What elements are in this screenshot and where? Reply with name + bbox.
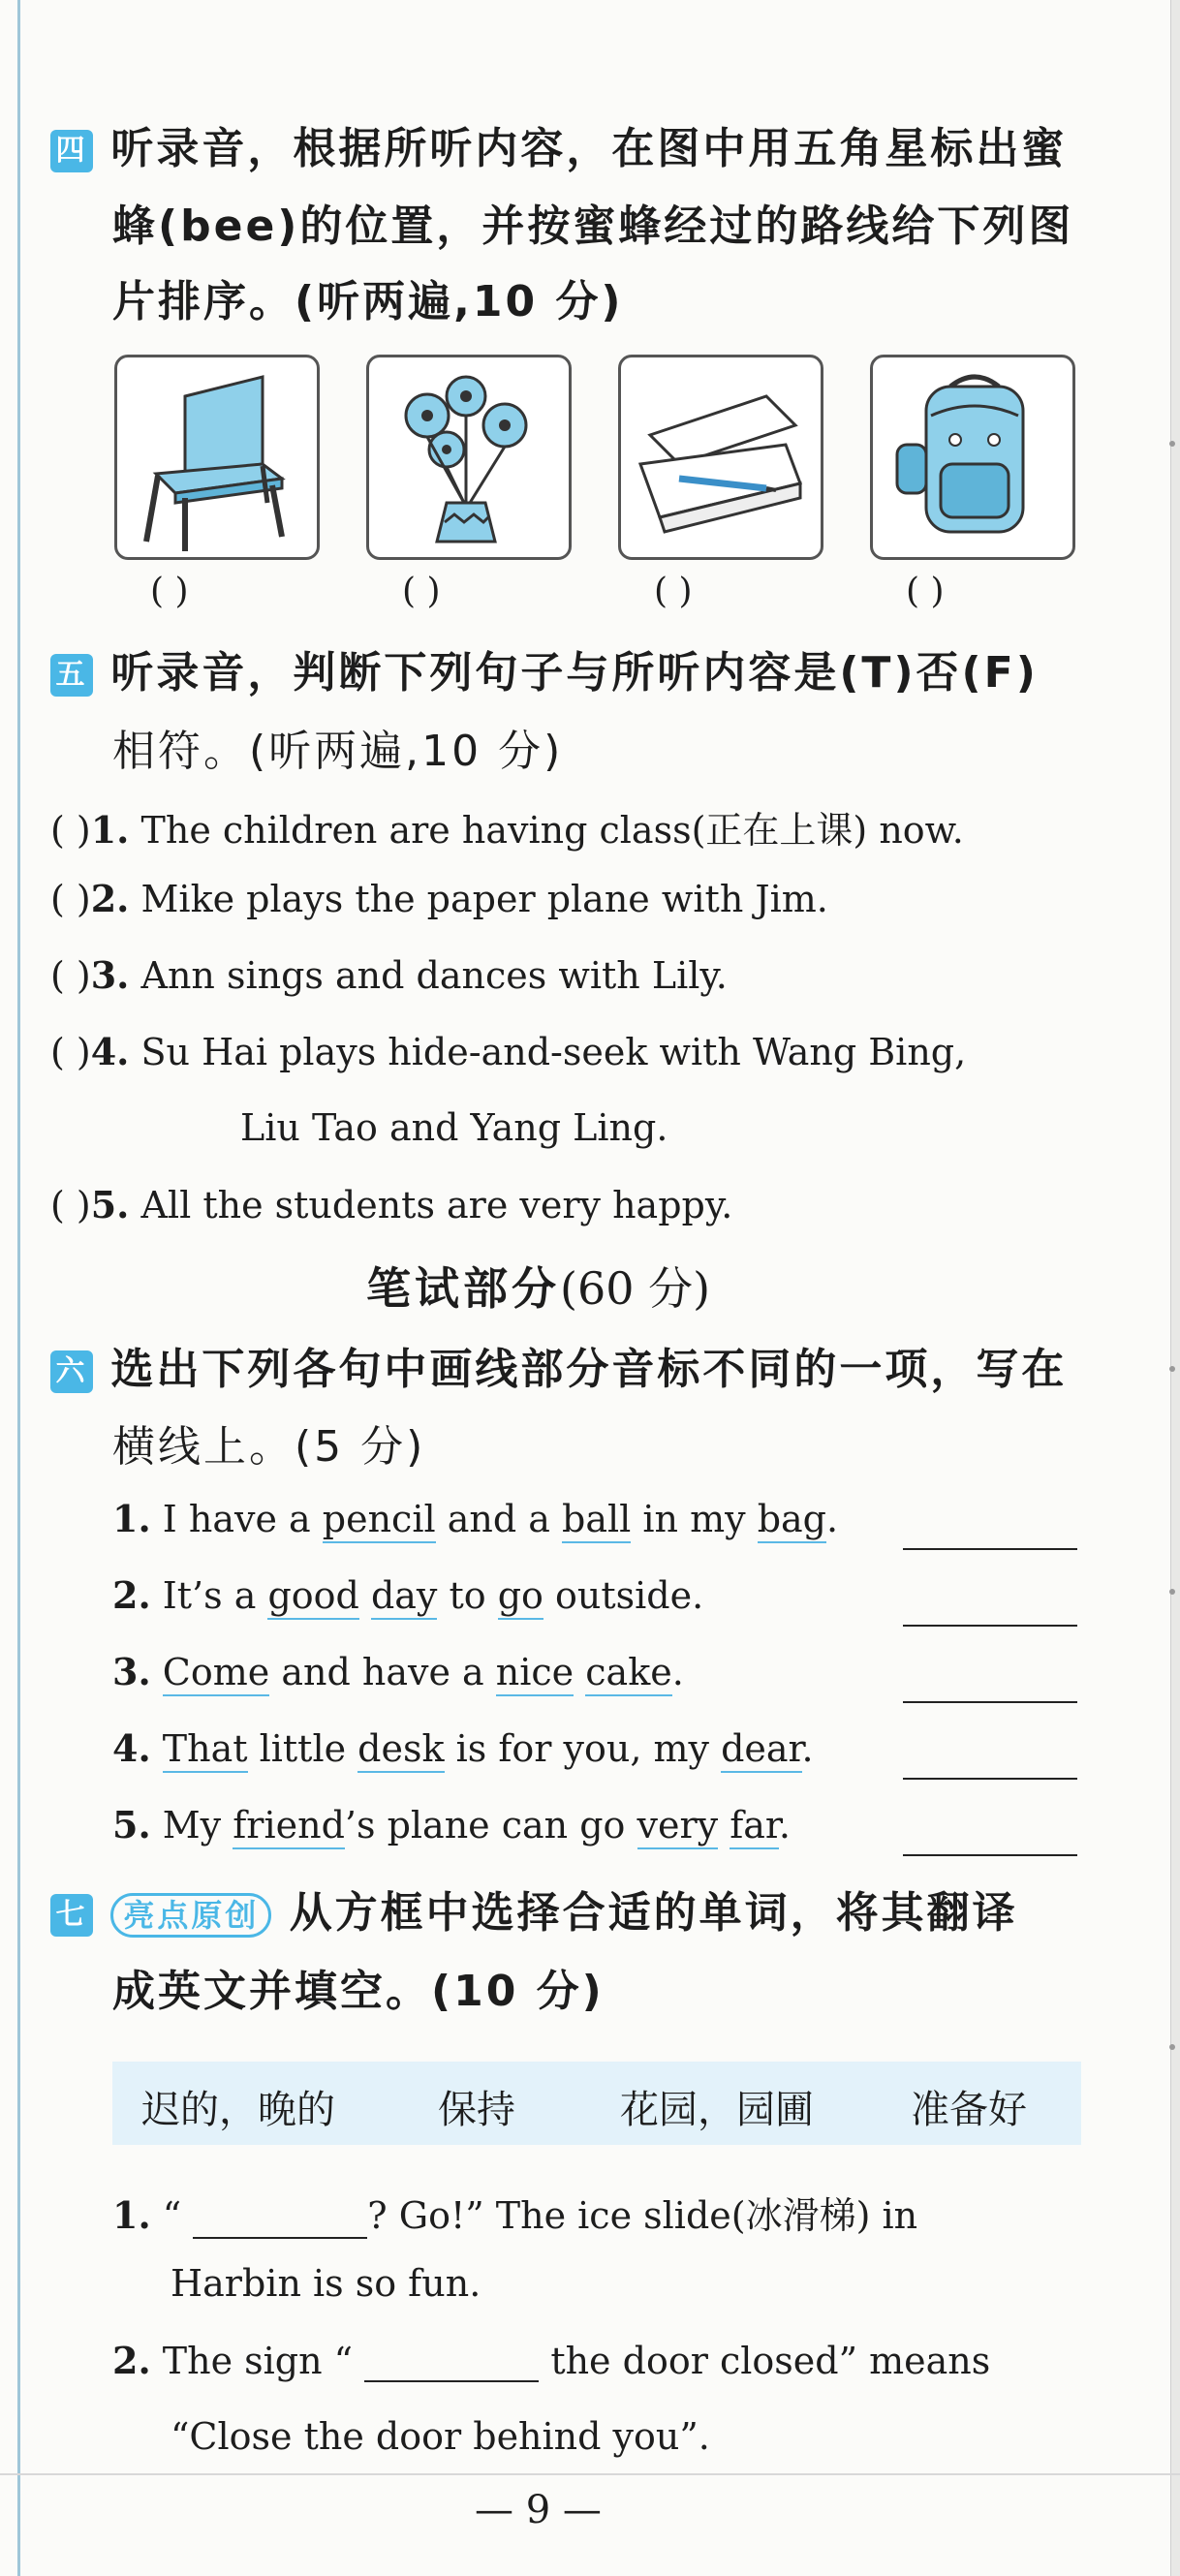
answer-paren-2: ( ) xyxy=(402,572,441,611)
open-quote: “ xyxy=(162,2194,182,2237)
underlined-word: That xyxy=(163,1727,248,1773)
item-number: 3. xyxy=(90,953,130,997)
item-number: 5. xyxy=(90,1183,130,1226)
fill-item-2-continued: “Close the door behind you”. xyxy=(171,2415,710,2458)
answer-paren: ( ) xyxy=(50,1184,91,1226)
flower-picture xyxy=(366,355,572,560)
page-edge xyxy=(1170,0,1180,2576)
backpack-picture xyxy=(870,355,1075,560)
tf-item-4-continued: Liu Tao and Yang Ling. xyxy=(240,1106,668,1149)
item-number: 5. xyxy=(112,1803,151,1847)
phonics-item-5 xyxy=(112,1803,791,1847)
fill-blank-2[interactable] xyxy=(364,2380,539,2382)
underlined-word: nice xyxy=(496,1651,574,1696)
fill-item-1-continued: Harbin is so fun. xyxy=(171,2262,481,2305)
phonics-item-2 xyxy=(112,1573,703,1617)
answer-paren: ( ) xyxy=(50,809,91,852)
fill-blank-1[interactable] xyxy=(193,2237,367,2239)
answer-paren-4: ( ) xyxy=(906,572,945,611)
item-text: All the students are very happy. xyxy=(140,1184,733,1226)
text: and have a xyxy=(269,1651,496,1693)
phonics-item-1 xyxy=(112,1497,838,1540)
text: I have a xyxy=(162,1498,323,1540)
section-6-header xyxy=(50,1331,1067,1409)
section-number: 五 xyxy=(50,654,93,697)
text: ’s plane can go xyxy=(344,1804,637,1847)
item-text: Mike plays the paper plane with Jim. xyxy=(140,878,828,920)
edge-mark xyxy=(1169,1366,1175,1372)
underlined-word: dear xyxy=(721,1727,801,1773)
answer-paren-1: ( ) xyxy=(150,572,189,611)
written-score: (60 分) xyxy=(560,1262,711,1315)
underlined-word: ball xyxy=(562,1498,631,1543)
fill-item-2 xyxy=(112,2339,990,2382)
item-text: Su Hai plays hide-and-seek with Wang Bing, xyxy=(140,1031,967,1073)
written-part-title xyxy=(366,1250,710,1327)
pencil-case-icon xyxy=(621,357,821,557)
answer-line-4[interactable] xyxy=(903,1778,1077,1780)
section-number: 七 xyxy=(50,1894,93,1937)
written-title: 笔试部分 xyxy=(366,1262,560,1315)
answer-line-5[interactable] xyxy=(903,1854,1077,1856)
phonics-item-4 xyxy=(112,1726,814,1770)
item-number: 1. xyxy=(90,808,130,852)
text: and a xyxy=(435,1498,563,1540)
word-option-2: 保持 xyxy=(438,2088,515,2132)
underlined-word: far xyxy=(730,1804,779,1849)
underlined-word: good xyxy=(267,1574,358,1620)
section-4-text-3: 片排序。(听两遍,10 分) xyxy=(112,277,624,326)
page-number: — 9 — xyxy=(475,2488,602,2532)
item-text: The sign “ xyxy=(162,2340,354,2382)
text: . xyxy=(671,1651,684,1693)
section-5-text-2: 相符。(听两遍,10 分) xyxy=(112,727,564,776)
margin-line xyxy=(17,0,20,2576)
answer-line-1[interactable] xyxy=(903,1548,1077,1550)
fill-item-1 xyxy=(112,2186,917,2239)
item-number: 1. xyxy=(112,2193,151,2237)
section-4-text-1: 听录音，根据所听内容，在图中用五角星标出蜜 xyxy=(110,124,1068,173)
edge-mark xyxy=(1169,441,1175,447)
footer-divider xyxy=(0,2473,1180,2475)
answer-paren: ( ) xyxy=(50,1031,91,1073)
chair-picture xyxy=(114,355,320,560)
word-option-1: 迟的，晚的 xyxy=(141,2088,335,2132)
tf-item-4 xyxy=(50,1030,966,1073)
underlined-word: pencil xyxy=(323,1498,436,1543)
pencil-case-picture xyxy=(618,355,823,560)
underlined-word: Come xyxy=(163,1651,269,1696)
item-text: the door closed” means xyxy=(550,2340,991,2382)
answer-paren-3: ( ) xyxy=(654,572,693,611)
section-5-text-1: 听录音，判断下列句子与所听内容是(T)否(F) xyxy=(110,648,1039,698)
text xyxy=(718,1804,730,1847)
underlined-word: go xyxy=(498,1574,543,1620)
flower-vase-icon xyxy=(369,357,569,557)
answer-paren: ( ) xyxy=(50,954,91,997)
underlined-word: friend xyxy=(233,1804,345,1849)
section-7-text-2: 成英文并填空。(10 分) xyxy=(112,1967,605,2016)
item-text: Ann sings and dances with Lily. xyxy=(140,954,728,997)
phonics-item-3 xyxy=(112,1650,684,1693)
backpack-icon xyxy=(873,357,1072,557)
answer-line-2[interactable] xyxy=(903,1625,1077,1627)
text xyxy=(574,1651,585,1693)
word-option-4: 准备好 xyxy=(911,2088,1027,2132)
item-number: 2. xyxy=(112,2339,151,2382)
text: is for you, my xyxy=(444,1727,722,1770)
chair-icon xyxy=(117,357,317,557)
text: in my xyxy=(631,1498,758,1540)
underlined-word: very xyxy=(637,1804,719,1849)
section-6-text-1: 选出下列各句中画线部分音标不同的一项，写在 xyxy=(110,1345,1068,1394)
section-4-header xyxy=(50,110,1067,188)
tf-item-5 xyxy=(50,1183,732,1226)
item-number: 2. xyxy=(112,1573,151,1617)
text: . xyxy=(801,1727,814,1770)
item-text: The children are having class(正在上课) now. xyxy=(140,809,964,852)
item-number: 1. xyxy=(112,1497,151,1540)
tf-item-3 xyxy=(50,953,728,997)
underlined-word: cake xyxy=(585,1651,671,1696)
underlined-word: bag xyxy=(758,1498,826,1543)
underlined-word: day xyxy=(371,1574,437,1620)
tf-item-2 xyxy=(50,877,828,920)
section-5-header xyxy=(50,635,1039,712)
text xyxy=(359,1574,371,1617)
text: outside. xyxy=(543,1574,704,1617)
section-7-text-1: 从方框中选择合适的单词，将其翻译 xyxy=(289,1888,1018,1938)
answer-line-3[interactable] xyxy=(903,1701,1077,1703)
text: My xyxy=(162,1804,233,1847)
edge-mark xyxy=(1169,2044,1175,2050)
original-badge: 亮点原创 xyxy=(110,1893,271,1938)
answer-paren: ( ) xyxy=(50,878,91,920)
word-box xyxy=(112,2062,1081,2145)
text: . xyxy=(778,1804,792,1847)
text: It’s a xyxy=(162,1574,268,1617)
word-option-3: 花园，园圃 xyxy=(620,2088,814,2132)
text: to xyxy=(437,1574,498,1617)
section-7-header xyxy=(50,1875,1018,1952)
item-number: 2. xyxy=(90,877,130,920)
item-number: 3. xyxy=(112,1650,151,1693)
text: little xyxy=(247,1727,358,1770)
item-number: 4. xyxy=(90,1030,130,1073)
section-6-text-2: 横线上。(5 分) xyxy=(112,1422,426,1472)
tf-item-1 xyxy=(50,800,964,853)
section-4-text-2: 蜂(bee)的位置，并按蜜蜂经过的路线给下列图 xyxy=(112,202,1074,251)
section-number: 六 xyxy=(50,1350,93,1393)
edge-mark xyxy=(1169,1589,1175,1595)
item-text: ? Go!” The ice slide(冰滑梯) in xyxy=(367,2194,918,2237)
item-number: 4. xyxy=(112,1726,151,1770)
text: . xyxy=(826,1498,839,1540)
underlined-word: desk xyxy=(357,1727,444,1773)
section-number: 四 xyxy=(50,130,93,172)
